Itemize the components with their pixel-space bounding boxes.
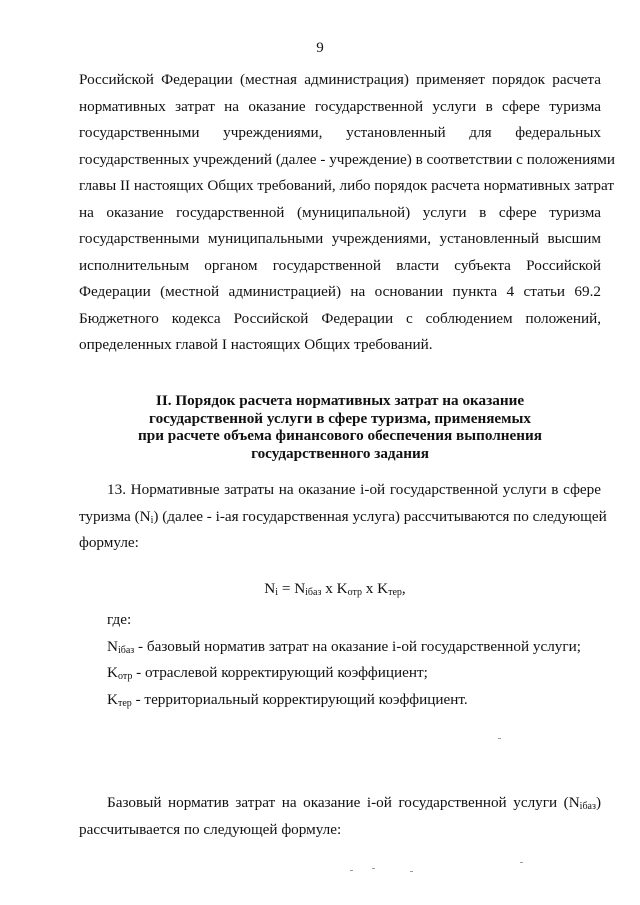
definitions-where: где: xyxy=(107,611,132,628)
paragraph-13-line: формуле: xyxy=(79,534,139,551)
intro-line: Российской Федерации (местная администрация) применяет порядок расчета xyxy=(79,71,601,88)
scan-artifact xyxy=(520,862,523,863)
intro-line: определенных главой I настоящих Общих требований. xyxy=(79,336,433,353)
page-number: 9 xyxy=(316,40,324,56)
intro-line: главы II настоящих Общих требований, либо порядок расчета нормативных затрат xyxy=(79,177,614,194)
definition-item: $N_{iбаз}$ - базовый норматив затрат на оказание i-ой государственной услуги; xyxy=(107,637,581,656)
definitions xyxy=(107,607,601,713)
intro-line: на оказание государственной (муниципальной) услуги в сфере туризма xyxy=(79,203,601,221)
paragraph-13-line: туризма $(N_i)$ (далее - i-ая государственная услуга) рассчитываются по следующей xyxy=(79,507,607,526)
heading-line: государственного задания xyxy=(251,444,429,462)
intro-line: нормативных затрат на оказание государственной услуги в сфере туризма xyxy=(79,97,601,115)
intro-line: Федерации (местной администрацией) на основании пункта 4 статьи 69.2 xyxy=(79,283,601,300)
scan-artifact xyxy=(372,868,375,869)
intro-line: государственными учреждениями, установленный для федеральных xyxy=(79,124,601,141)
heading-line: II. Порядок расчета нормативных затрат на оказание xyxy=(155,392,525,409)
base-paragraph xyxy=(79,790,601,843)
scan-artifact xyxy=(410,871,413,872)
definition-item: $K_{тер}$ - территориальный корректирующий коэффициент. xyxy=(107,690,468,709)
intro-line: исполнительным органом государственной власти субъекта Российской xyxy=(79,256,601,274)
intro-line: Бюджетного кодекса Российской Федерации с соблюдением положений, xyxy=(79,309,601,327)
section-heading xyxy=(79,392,601,462)
heading-line: при расчете объема финансового обеспечения выполнения xyxy=(138,427,542,444)
scan-artifact xyxy=(498,738,501,739)
paragraph-13 xyxy=(79,477,607,557)
scan-artifact xyxy=(350,870,353,871)
intro-paragraph xyxy=(79,67,616,359)
definition-item: $K_{отр}$ - отраслевой корректирующий коэффициент; xyxy=(107,664,428,682)
base-paragraph-line: Базовый норматив затрат на оказание i-ой государственной услуги $(N_{iбаз})$ xyxy=(107,794,601,812)
formula: $N_i = N_{iбаз}$ x $K_{отр}$ x $K_{тер}$, xyxy=(264,580,406,598)
intro-line: государственных учреждений (далее - учреждение) в соответствии с положениями xyxy=(79,150,616,168)
heading-line: государственной услуги в сфере туризма, применяемых xyxy=(149,409,531,427)
intro-line: государственными муниципальными учреждениями, установленный высшим xyxy=(79,230,601,247)
paragraph-13-line: 13. Нормативные затраты на оказание i-ой государственной услуги в сфере xyxy=(107,481,601,498)
base-paragraph-line: рассчитывается по следующей формуле: xyxy=(79,820,342,838)
